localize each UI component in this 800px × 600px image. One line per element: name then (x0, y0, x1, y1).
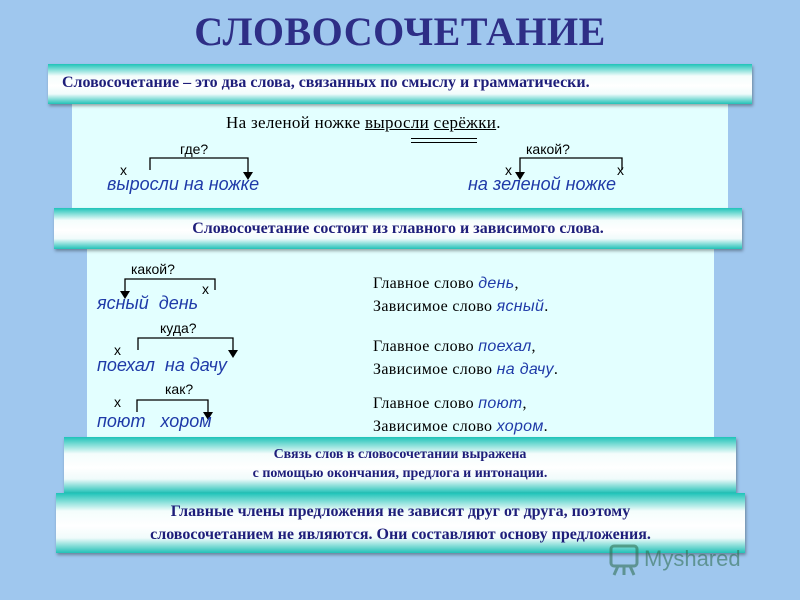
question-label: куда? (160, 320, 197, 336)
connection-line-2: с помощью окончания, предлога и интонации. (252, 466, 548, 481)
main-members-line-1: Главные члены предложения не зависят друг от друга, поэтому (170, 503, 631, 520)
main-word-mark: х (120, 162, 127, 178)
main-word-line: Главное слово день, (373, 275, 519, 292)
main-word-mark: х (505, 162, 512, 178)
question-label: где? (180, 141, 209, 157)
page-title: СЛОВОСОЧЕТАНИЕ (194, 9, 606, 54)
watermark-logo (608, 540, 768, 580)
watermark-icon (608, 540, 642, 576)
main-word-mark: х (202, 281, 209, 297)
main-word-mark: х (114, 394, 121, 410)
dependent-word-line: Зависимое слово ясный. (373, 298, 549, 315)
dependent-word-line: Зависимое слово на дачу. (373, 361, 559, 378)
watermark-text: Myshared (644, 546, 741, 571)
phrase: поют хором (97, 411, 212, 431)
definition-text: Словосочетание – это два слова, связанных по смыслу и грамматически. (62, 74, 590, 91)
underlined-word-predicate: выросли (364, 113, 430, 132)
main-word-line: Главное слово поют, (373, 395, 527, 412)
dependent-word-line: Зависимое слово хором. (373, 418, 548, 435)
question-label: какой? (526, 141, 570, 157)
question-label: как? (165, 381, 194, 397)
phrase: поехал на дачу (97, 355, 227, 375)
main-word-mark: х (114, 342, 121, 358)
example-phrase: на зеленой ножке (468, 174, 616, 194)
structure-text: Словосочетание состоит из главного и зависимого слова. (192, 220, 604, 237)
main-word-mark: х (617, 162, 624, 178)
connection-banner (64, 437, 736, 493)
phrase: ясный день (97, 293, 199, 313)
underlined-word-subject: серёжки (433, 113, 497, 132)
connection-line-1: Связь слов в словосочетании выражена (273, 447, 527, 462)
example-phrase: выросли на ножке (107, 174, 260, 194)
question-label: какой? (131, 261, 175, 277)
main-members-line-2: словосочетанием не являются. Они составляют основу предложения. (150, 526, 651, 543)
example-sentence: На зеленой ножке выросли серёжки. (226, 113, 501, 132)
main-word-line: Главное слово поехал, (373, 338, 536, 355)
